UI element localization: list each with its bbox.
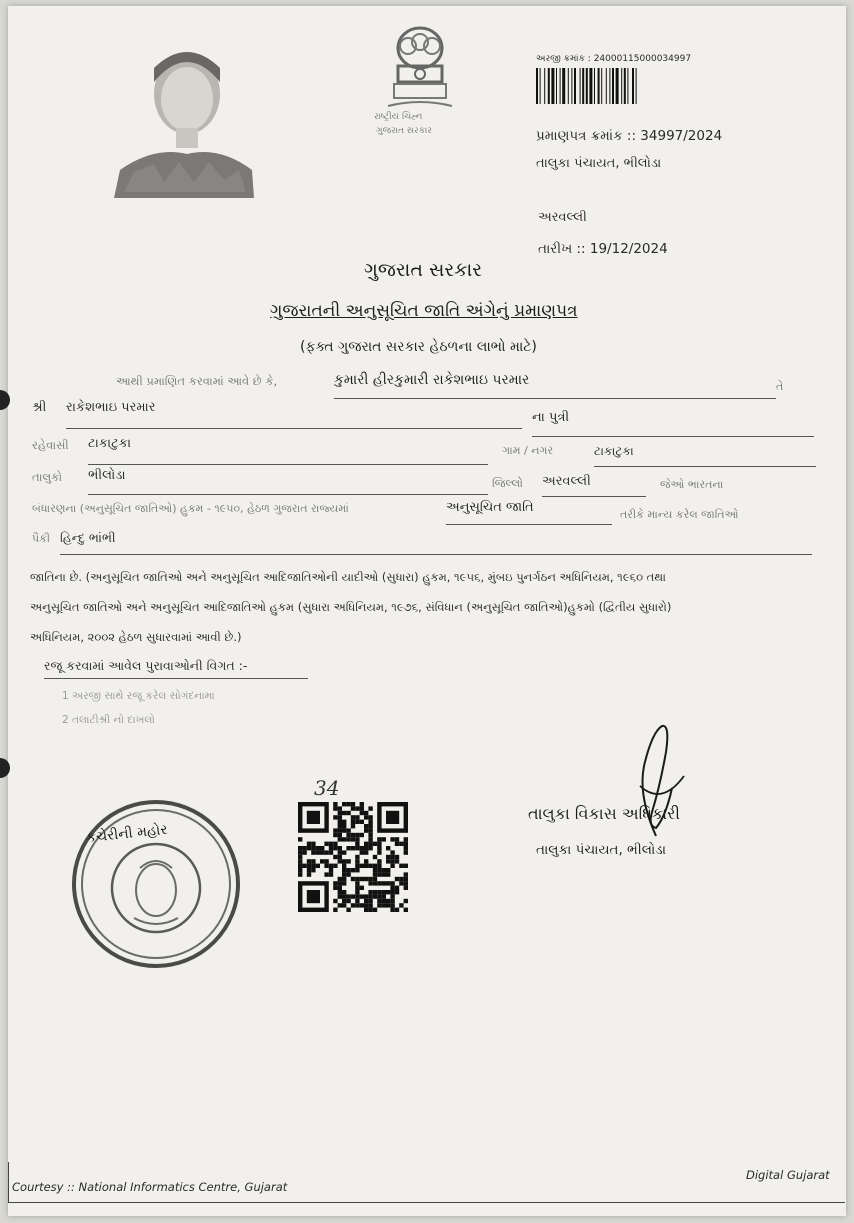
office-seal: [70, 798, 242, 970]
paragraph-line-2: અનુસૂચિત જાતિઓ અને અનુસૂચિત આદિજાતિઓ હુકમ (સુધારા અધિનિયમ, ૧૯૭૬, સંવિધાન (અનુસૂચિત જાતિઓ)હુકમો (દ્વિતીય સુધારો): [30, 600, 672, 614]
je-label: જેઓ ભારતના: [660, 478, 724, 491]
certificate-subtitle: (ફક્ત ગુજરાત સરકાર હેઠળના લાભો માટે): [300, 339, 537, 355]
evidence-heading: રજૂ કરવામાં આવેલ પુરાવાઓની વિગત :-: [44, 658, 248, 673]
officer-title: તાલુકા વિકાસ અધિકારી: [528, 804, 680, 823]
constitution-label: બંધારણના (અનુસૂચિત જાતિઓ) હુકમ - ૧૯૫૦, હેઠળ ગુજરાત રાજ્યમાં: [32, 502, 349, 515]
town-name: ટાકાટુકા: [594, 444, 634, 458]
footer-brand: Digital Gujarat: [746, 1168, 830, 1182]
father-underline: [66, 428, 522, 429]
resident-label: રહેવાસી: [32, 438, 69, 452]
town-underline: [594, 466, 816, 467]
caste-underline: [60, 554, 812, 555]
seal-text: કચેરીની મહોર: [85, 821, 169, 847]
evidence-heading-underline: [44, 678, 308, 679]
officer-signature: [622, 716, 702, 846]
village-underline: [88, 464, 488, 465]
name-underline: [334, 398, 776, 399]
certificate-page: [8, 6, 846, 1216]
recognized-label: તરીકે માન્ય કરેલ જાતિઓ: [620, 508, 739, 521]
certificate-title: ગુજરાતની અનુસૂચિત જાતિ અંગેનું પ્રમાણપત્ર: [270, 301, 578, 321]
qr-code: [298, 802, 408, 912]
emblem-caption-government: ગુજરાત સરકાર: [376, 126, 432, 136]
footer-courtesy: Courtesy :: National Informatics Centre, Gujarat: [12, 1180, 288, 1194]
caste-name: હિન્દુ ભાંભી: [60, 530, 116, 545]
punch-hole: [0, 758, 10, 778]
te-label: તે: [776, 380, 784, 393]
officer-office: તાલુકા પંચાયત, ભીલોડા: [536, 842, 667, 858]
certificate-number: પ્રમાણપત્ર ક્રમાંક :: 34997/2024: [536, 128, 723, 144]
handwritten-number: 34: [314, 776, 340, 800]
relation-underline: [532, 436, 814, 437]
paragraph-line-3: અધિનિયમ, ૨૦૦૨ હેઠળ સુધારવામાં આવી છે.): [30, 630, 242, 644]
taluka-name: ભીલોડા: [88, 468, 126, 483]
office-name: તાલુકા પંચાયત, ભીલોડા: [536, 156, 662, 171]
category: અનુસૂચિત જાતિ: [446, 500, 534, 515]
village-name: ટાકાટુકા: [88, 436, 132, 451]
evidence-item: 1 અરજી સાથે રજૂ કરેલ સોગંદનામા: [62, 690, 215, 702]
taluka-label: તાલુકો: [32, 470, 63, 484]
district-name: અરવલ્લી: [538, 210, 587, 225]
paiki-label: પૈકી: [32, 532, 51, 545]
taluka-underline: [88, 494, 488, 495]
intro-label: આથી પ્રમાણિત કરવામાં આવે છે કે,: [116, 374, 278, 388]
applicant-name: કુમારી હીરકુમારી રાકેશભાઇ પરમાર: [334, 372, 530, 388]
district-underline: [542, 496, 646, 497]
barcode: [536, 68, 714, 104]
national-emblem-icon: [378, 26, 462, 114]
district-field: અરવલ્લી: [542, 474, 591, 489]
shri-label: શ્રી: [32, 400, 47, 415]
punch-hole: [0, 390, 10, 410]
evidence-item: 2 તલાટીશ્રી નો દાખલો: [62, 714, 155, 726]
jillo-label: જિલ્લો: [492, 476, 524, 490]
emblem-caption: રાષ્ટ્રીય ચિહ્ન: [374, 112, 423, 122]
applicant-photo: [114, 42, 254, 198]
certificate-date: તારીખ :: 19/12/2024: [538, 241, 668, 257]
relation: ના પુત્રી: [532, 410, 570, 425]
paragraph-line-1: જાતિના છે. (અનુસૂચિત જાતિઓ અને અનુસૂચિત આદિજાતિઓની યાદીઓ (સુધારા) હુકમ, ૧૯૫૬, મુંબઇ પુનર્ગઠન અધિનિયમ, ૧૯૬૦ તથા: [30, 570, 666, 584]
category-underline: [446, 524, 612, 525]
government-heading: ગુજરાત સરકાર: [364, 259, 483, 281]
application-number: અરજી ક્રમાંક : 24000115000034997: [536, 54, 692, 64]
gam-label: ગામ / નગર: [502, 444, 554, 457]
father-name: રાકેશભાઇ પરમાર: [66, 400, 156, 415]
